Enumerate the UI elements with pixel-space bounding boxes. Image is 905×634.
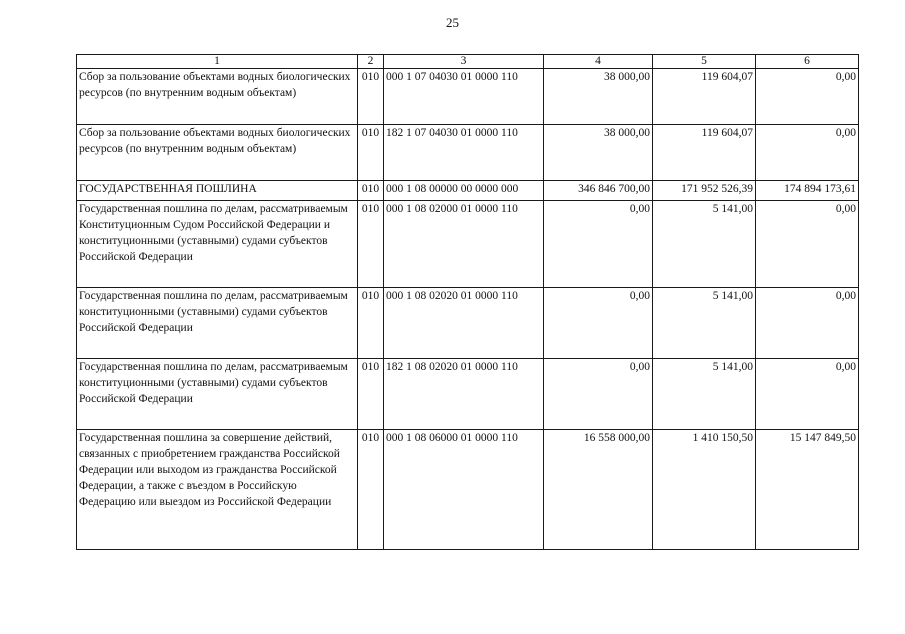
header-col-4: 4 <box>544 55 653 69</box>
table-row <box>77 181 859 201</box>
revenue-name-cell: Сбор за пользование объектами водных биологических ресурсов (по внутренним водным объектам) <box>77 69 358 125</box>
budget-revenue-table <box>76 54 859 550</box>
revenue-name-cell: Государственная пошлина по делам, рассматриваемым конституционными (уставными) судами субъектов Российской Федерации <box>77 288 358 359</box>
budget-classification-code-cell: 182 1 08 02020 01 0000 110 <box>384 359 544 430</box>
table-row <box>77 125 859 181</box>
revenue-name-cell: Сбор за пользование объектами водных биологических ресурсов (по внутренним водным объектам) <box>77 125 358 181</box>
revenue-name-cell: ГОСУДАРСТВЕННАЯ ПОШЛИНА <box>77 181 358 201</box>
budget-classification-code-cell: 182 1 07 04030 01 0000 110 <box>384 125 544 181</box>
revenue-name-cell: Государственная пошлина по делам, рассматриваемым конституционными (уставными) судами субъектов Российской Федерации <box>77 359 358 430</box>
admin-code-cell: 010 <box>358 125 384 181</box>
header-col-2: 2 <box>358 55 384 69</box>
amount-col6-cell: 0,00 <box>756 288 859 359</box>
header-col-5: 5 <box>653 55 756 69</box>
amount-col4-cell: 38 000,00 <box>544 69 653 125</box>
amount-col6-cell: 0,00 <box>756 125 859 181</box>
budget-classification-code-cell: 000 1 08 02000 01 0000 110 <box>384 201 544 288</box>
header-col-3: 3 <box>384 55 544 69</box>
amount-col4-cell: 0,00 <box>544 359 653 430</box>
table-row <box>77 288 859 359</box>
amount-col6-cell: 15 147 849,50 <box>756 430 859 550</box>
amount-col6-cell: 0,00 <box>756 359 859 430</box>
amount-col5-cell: 5 141,00 <box>653 288 756 359</box>
budget-classification-code-cell: 000 1 08 00000 00 0000 000 <box>384 181 544 201</box>
amount-col5-cell: 171 952 526,39 <box>653 181 756 201</box>
amount-col5-cell: 119 604,07 <box>653 125 756 181</box>
admin-code-cell: 010 <box>358 430 384 550</box>
amount-col5-cell: 119 604,07 <box>653 69 756 125</box>
amount-col4-cell: 0,00 <box>544 201 653 288</box>
admin-code-cell: 010 <box>358 69 384 125</box>
revenue-name-cell: Государственная пошлина за совершение действий, связанных с приобретением гражданства Российской Федерации или выходом из гражданства Российской Федерации, а также с въездом в Российскую Федерацию или выездом из Российской Федерации <box>77 430 358 550</box>
page-number: 25 <box>446 15 459 30</box>
table-header-row <box>77 55 859 69</box>
amount-col6-cell: 174 894 173,61 <box>756 181 859 201</box>
table-row <box>77 430 859 550</box>
revenue-name-cell: Государственная пошлина по делам, рассматриваемым Конституционным Судом Российской Федерации и конституционными (уставными) судами субъектов Российской Федерации <box>77 201 358 288</box>
amount-col4-cell: 16 558 000,00 <box>544 430 653 550</box>
table-row <box>77 359 859 430</box>
admin-code-cell: 010 <box>358 201 384 288</box>
budget-classification-code-cell: 000 1 08 06000 01 0000 110 <box>384 430 544 550</box>
amount-col4-cell: 0,00 <box>544 288 653 359</box>
budget-classification-code-cell: 000 1 07 04030 01 0000 110 <box>384 69 544 125</box>
amount-col4-cell: 346 846 700,00 <box>544 181 653 201</box>
amount-col6-cell: 0,00 <box>756 69 859 125</box>
amount-col5-cell: 5 141,00 <box>653 201 756 288</box>
table-row <box>77 69 859 125</box>
amount-col5-cell: 1 410 150,50 <box>653 430 756 550</box>
admin-code-cell: 010 <box>358 288 384 359</box>
amount-col5-cell: 5 141,00 <box>653 359 756 430</box>
header-col-6: 6 <box>756 55 859 69</box>
admin-code-cell: 010 <box>358 359 384 430</box>
amount-col4-cell: 38 000,00 <box>544 125 653 181</box>
admin-code-cell: 010 <box>358 181 384 201</box>
amount-col6-cell: 0,00 <box>756 201 859 288</box>
table-row <box>77 201 859 288</box>
header-col-1: 1 <box>77 55 358 69</box>
budget-classification-code-cell: 000 1 08 02020 01 0000 110 <box>384 288 544 359</box>
